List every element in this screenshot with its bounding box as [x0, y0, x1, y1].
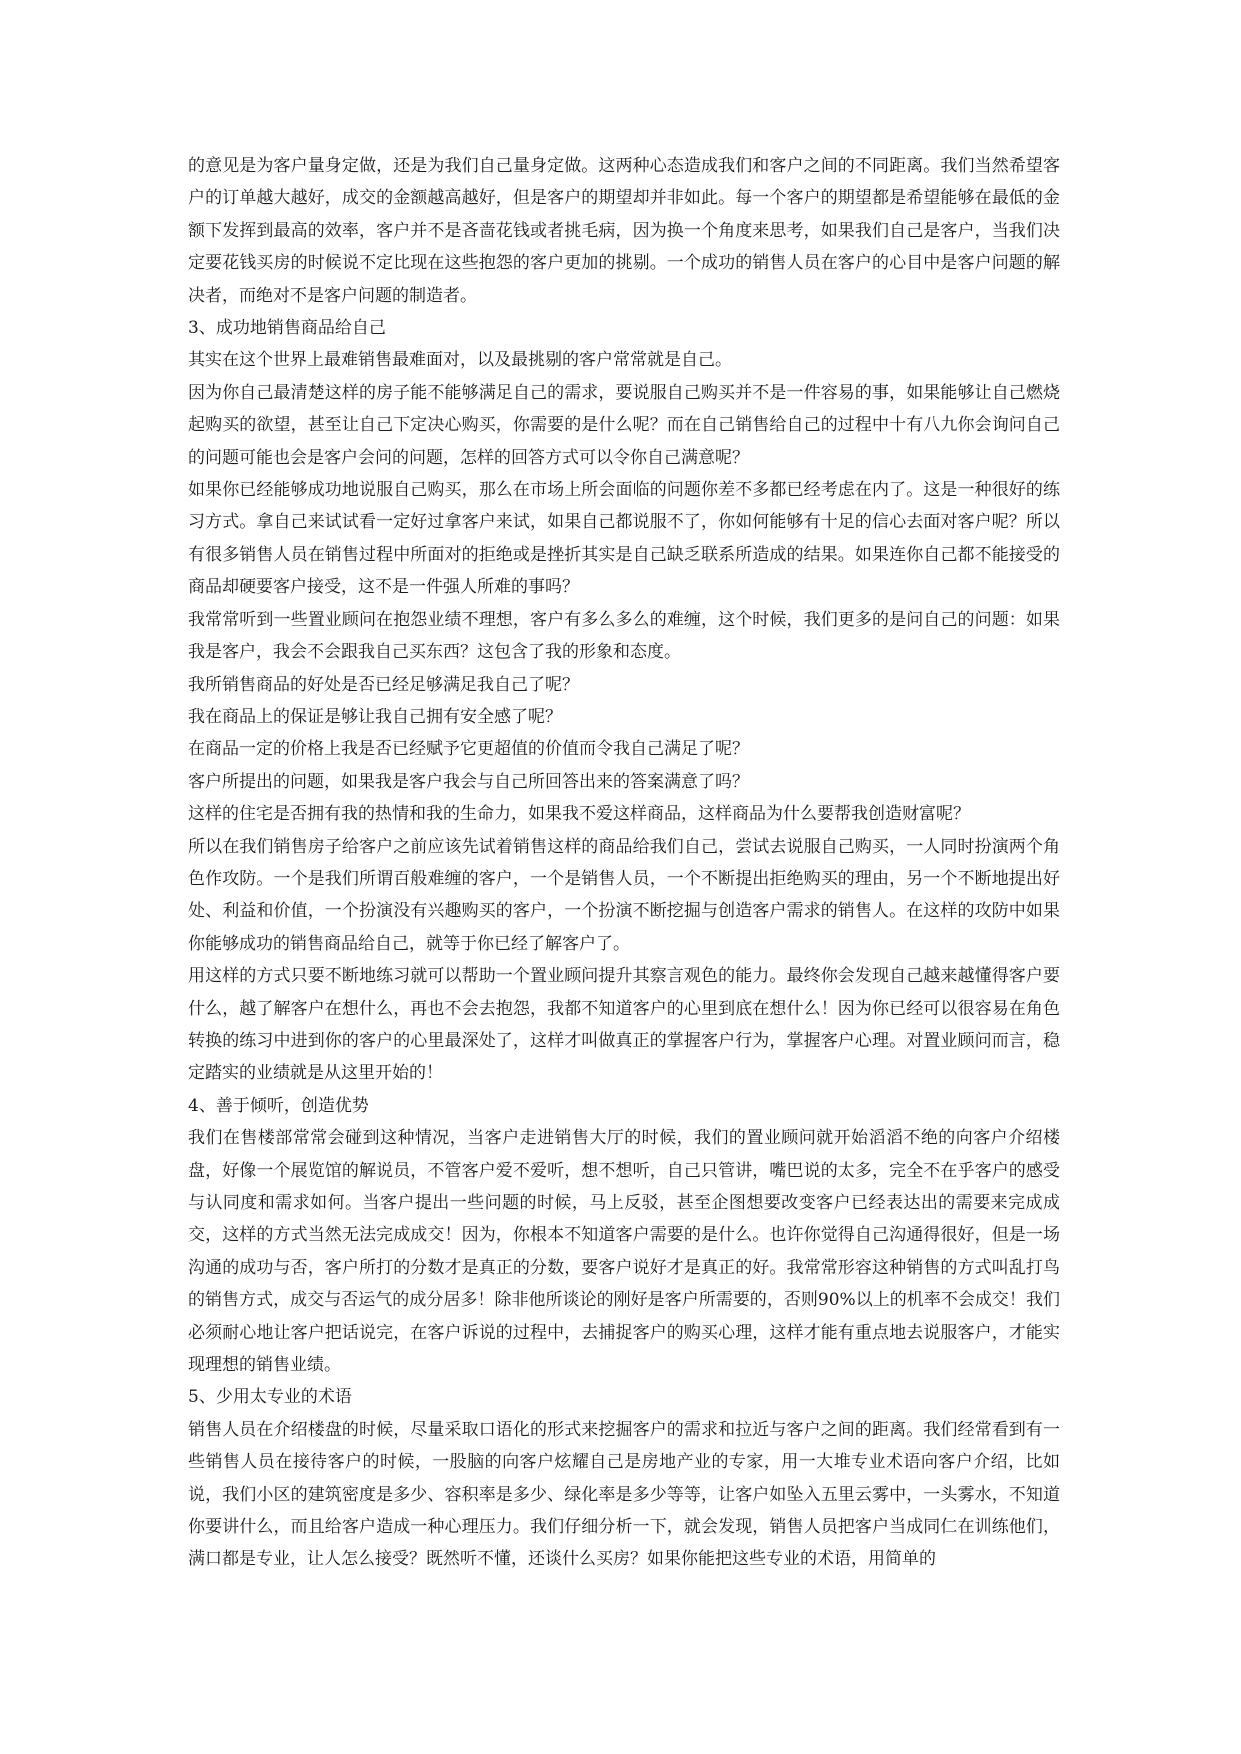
paragraph-practice-method: 如果你已经能够成功地说服自己购买，那么在市场上所会面临的问题你差不多都已经考虑在内了。这是一种很好的练习方式。拿自己来试试看一定好过拿客户来试，如果自己都说服不了，你如何能够有十足的信心去面对客户呢？所以有很多销售人员在销售过程中所面对的拒绝或是挫折其实是自己缺乏联系所造成的结果。如果连你自己都不能接受的商品却硬要客户接受，这不是一件强人所难的事吗？	[188, 480, 1060, 598]
paragraph-listening: 我们在售楼部常常会碰到这种情况，当客户走进销售大厅的时候，我们的置业顾问就开始滔滔不绝的向客户介绍楼盘，好像一个展览馆的解说员，不管客户爱不爱听，想不想听，自己只管讲，嘴巴说的太多，完全不在乎客户的感受与认同度和需求如何。当客户提出一些问题的时候，马上反驳，甚至企图想要改变客户已经表达出的需要来完成成交，这样的方式当然无法完成成交！因为，你根本不知道客户需要的是什么。也许你觉得自己沟通得很好，但是一场沟通的成功与否，客户所打的分数才是真正的分数，要客户说好才是真正的好。我常常形容这种销售的方式叫乱打鸟的销售方式，成交与否运气的成分居多！除非他所谈论的刚好是客户所需要的，否则90%以上的机率不会成交！我们必须耐心地让客户把话说完，在客户诉说的过程中，去捕捉客户的购买心理，这样才能有重点地去说服客户，才能实现理想的销售业绩。	[188, 1128, 1060, 1376]
paragraph-ask-yourself: 我常常听到一些置业顾问在抱怨业绩不理想，客户有多么多么的难缠，这个时候，我们更多的是问自己的问题：如果我是客户，我会不会跟我自己买东西？这包含了我的形象和态度。	[188, 609, 1060, 663]
paragraph-jargon: 销售人员在介绍楼盘的时候，尽量采取口语化的形式来挖掘客户的需求和拉近与客户之间的距离。我们经常看到有一些销售人员在接待客户的时候，一股脑的向客户炫耀自己是房地产业的专家，用一大堆专业术语向客户介绍，比如说，我们小区的建筑密度是多少、容积率是多少、绿化率是多少等等，让客户如坠入五里云雾中，一头雾水，不知道你要讲什么，而且给客户造成一种心理压力。我们仔细分析一下，就会发现，销售人员把客户当成同仁在训练他们，满口都是专业，让人怎么接受？既然听不懂，还谈什么买房？如果你能把这些专业的术语，用简单的	[188, 1419, 1060, 1570]
paragraph-question-passion: 这样的住宅是否拥有我的热情和我的生命力，如果我不爱这样商品，这样商品为什么要帮我创造财富呢？	[188, 804, 970, 825]
paragraph-question-answers: 客户所提出的问题，如果我是客户我会与自己所回答出来的答案满意了吗？	[188, 771, 749, 792]
paragraph-question-value: 在商品一定的价格上我是否已经赋予它更超值的价值而令我自己满足了呢？	[188, 739, 749, 760]
paragraph-hardest-customer: 其实在这个世界上最难销售最难面对，以及最挑剔的客户常常就是自己。	[188, 350, 732, 371]
document-page	[188, 150, 1060, 1576]
section-heading-4: 4、善于倾听，创造优势	[188, 1095, 369, 1116]
paragraph-convince-yourself: 因为你自己最清楚这样的房子能不能够满足自己的需求，要说服自己购买并不是一件容易的事，如果能够让自己燃烧起购买的欲望，甚至让自己下定决心购买，你需要的是什么呢？而在自己销售给自己的过程中十有八九你会询问自己的问题可能也会是客户会问的问题，怎样的回答方式可以令你自己满意呢？	[188, 382, 1060, 468]
paragraph-question-guarantee: 我在商品上的保证是够让我自己拥有安全感了呢？	[188, 706, 562, 727]
section-heading-5: 5、少用太专业的术语	[188, 1387, 352, 1408]
paragraph-question-benefits: 我所销售商品的好处是否已经足够满足我自己了呢？	[188, 674, 579, 695]
paragraph-customer-tailoring: 的意见是为客户量身定做，还是为我们自己量身定做。这两种心态造成我们和客户之间的不同距离。我们当然希望客户的订单越大越好，成交的金额越高越好，但是客户的期望却并非如此。每一个客户的期望都是希望能够在最低的金额下发挥到最高的效率，客户并不是吝啬花钱或者挑毛病，因为换一个角度来思考，如果我们自己是客户，当我们决定要花钱买房的时候说不定比现在这些抱怨的客户更加的挑剔。一个成功的销售人员在客户的心目中是客户问题的解决者，而绝对不是客户问题的制造者。	[188, 156, 1060, 306]
section-heading-3: 3、成功地销售商品给自己	[188, 318, 386, 339]
paragraph-role-play: 所以在我们销售房子给客户之前应该先试着销售这样的商品给我们自己，尝试去说服自己购买，一人同时扮演两个角色作攻防。一个是我们所谓百般难缠的客户，一个是销售人员，一个不断提出拒绝购买的理由，另一个不断地提出好处、利益和价值，一个扮演没有兴趣购买的客户，一个扮演不断挖掘与创造客户需求的销售人。在这样的攻防中如果你能够成功的销售商品给自己，就等于你已经了解客户了。	[188, 836, 1060, 954]
paragraph-practice-result: 用这样的方式只要不断地练习就可以帮助一个置业顾问提升其察言观色的能力。最终你会发现自己越来越懂得客户要什么，越了解客户在想什么，再也不会去抱怨，我都不知道客户的心里到底在想什么！因为你已经可以很容易在角色转换的练习中进到你的客户的心里最深处了，这样才叫做真正的掌握客户行为，掌握客户心理。对置业顾问而言，稳定踏实的业绩就是从这里开始的！	[188, 966, 1060, 1084]
